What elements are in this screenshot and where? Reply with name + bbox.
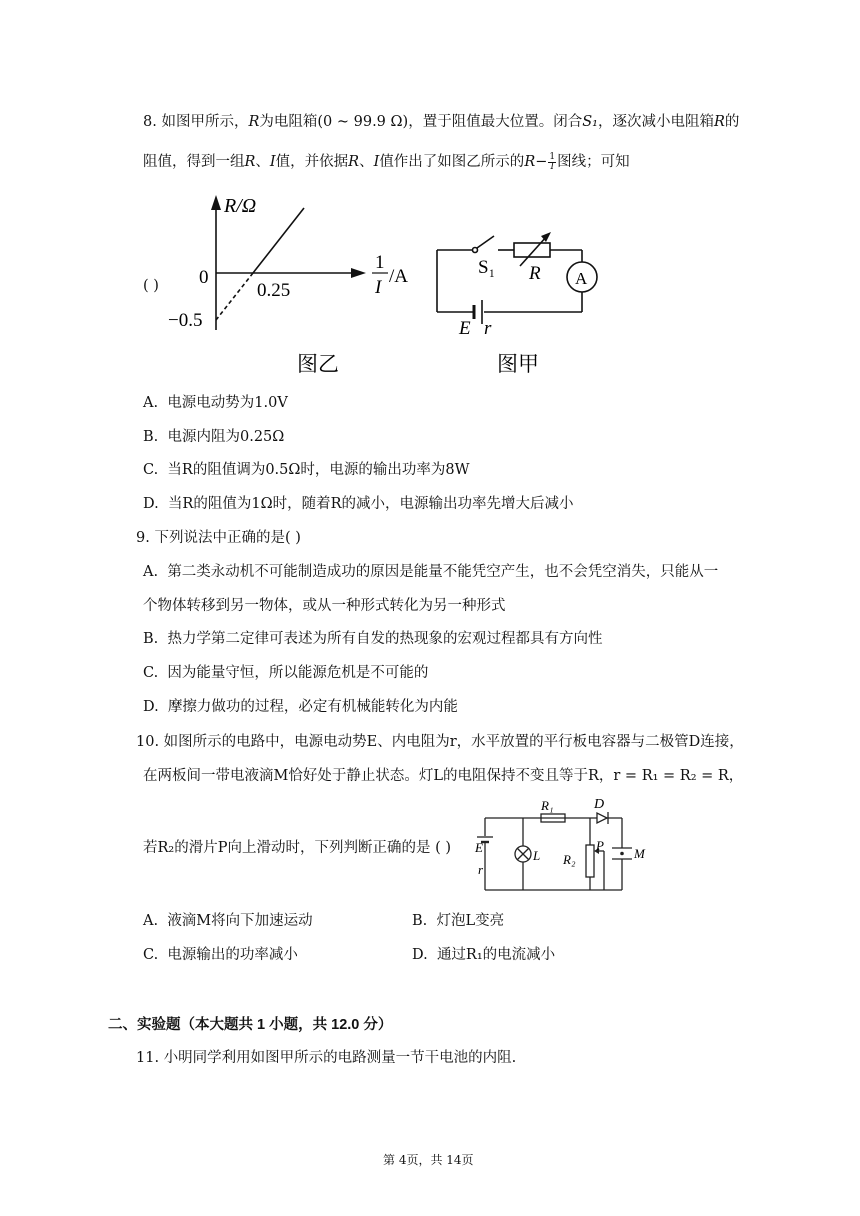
svg-text:r: r [478,862,484,877]
q8-option-c: C. 当R的阻值调为0.5Ω时，电源的输出功率为8W [143,462,470,478]
switch-blade [477,236,494,248]
internal-resistance-label: r [484,318,492,339]
q8-circuit-figure [437,232,597,324]
q9-option-b: B. 热力学第二定律可表述为所有自发的热现象的宏观过程都具有方向性 [143,631,603,647]
graph-x-label-den: I [375,277,382,298]
switch-contact-left [473,248,478,253]
graph-x-label-num: 1 [375,252,385,273]
svg-text:P: P [596,838,604,853]
graph-solid-line [253,208,304,273]
variable-resistor [514,243,550,257]
q9-option-c: C. 因为能量守恒，所以能源危机是不可能的 [143,665,429,681]
q9-option-a-cont: 个物体转移到另一物体，或从一种形式转化为另一种形式 [143,598,506,614]
diode-icon [597,813,607,823]
variable-resistor-arrow [520,236,547,266]
graph-y-label: R/Ω [224,195,257,217]
page-footer: 第 4页，共 14页 [383,1153,474,1167]
svg-text:R₂: R₂ [563,852,576,867]
q8-option-b: B. 电源内阻为0.25Ω [143,429,285,445]
figure-jia-caption: 图甲 [497,352,539,376]
switch-label: S₁ [478,257,496,278]
svg-text:L: L [533,848,541,863]
svg-text:D: D [594,797,605,812]
emf-label: E [459,318,471,339]
q9-stem: 9. 下列说法中正确的是( ) [136,530,301,546]
q10-stem-line1: 10. 如图所示的电路中，电源电动势E、内电阻为r，水平放置的平行板电容器与二极管D连接， [136,734,744,750]
svg-text:R₁: R₁ [541,798,554,813]
graph-y-intercept-label: −0.5 [168,310,203,331]
graph-x-tick-label: 0.25 [257,280,291,301]
svg-text:M: M [634,846,645,861]
q10-circuit-figure [477,812,632,890]
droplet-m-icon [620,852,624,856]
q8-option-d: D. 当R的阻值为1Ω时，随着R的减小，电源输出功率先增大后减小 [143,496,574,512]
graph-y-arrow [211,195,221,210]
figure-yi-caption: 图乙 [297,352,339,376]
q8-answer-paren: ( ) [143,278,159,294]
q10-stem-line2: 在两板间一带电液滴M恰好处于静止状态。灯L的电阻保持不变且等于R，r = R₁ = R₂ = R， [143,768,744,784]
q8-stem-line1: 8. 如图甲所示，R为电阻箱(0 ~ 99.9 Ω)，置于阻值最大位置。闭合S₁，逐次减小电阻箱R的 [143,114,740,130]
graph-origin-label: 0 [199,267,209,288]
q10-stem-line3: 若R₂的滑片P向上滑动时，下列判断正确的是 ( ) [143,840,452,856]
q10-option-c: C. 电源输出的功率减小 [143,947,298,963]
ammeter-label: A [575,269,588,288]
q9-option-d: D. 摩擦力做功的过程，必定有机械能转化为内能 [143,699,458,715]
resistor-label: R [529,263,541,284]
svg-text:E: E [475,840,483,855]
q11-stem: 11. 小明同学利用如图甲所示的电路测量一节干电池的内阻. [136,1050,517,1066]
one-over-i-fraction: $\frac{1}{I}$ [549,151,556,172]
q8-stem-line2: 阻值，得到一组R、I值，并依据R、I值作出了如图乙所示的R− $\frac{1}{I}$ 图线；可知 [143,151,630,172]
rheostat-r2 [586,845,594,877]
graph-dashed-line [216,273,253,320]
q10-option-b: B. 灯泡L变亮 [412,913,505,929]
q8-option-a: A. 电源电动势为1.0V [143,395,288,411]
q9-option-a: A. 第二类永动机不可能制造成功的原因是能量不能凭空产生，也不会凭空消失，只能从一 [143,564,719,580]
q10-option-a: A. 液滴M将向下加速运动 [143,913,313,929]
section-title: 二、实验题（本大题共 1 小题，共 12.0 分） [108,1017,393,1033]
graph-x-label-unit: /A [389,266,408,287]
q10-option-d: D. 通过R₁的电流减小 [412,947,556,963]
graph-x-arrow [351,268,366,278]
